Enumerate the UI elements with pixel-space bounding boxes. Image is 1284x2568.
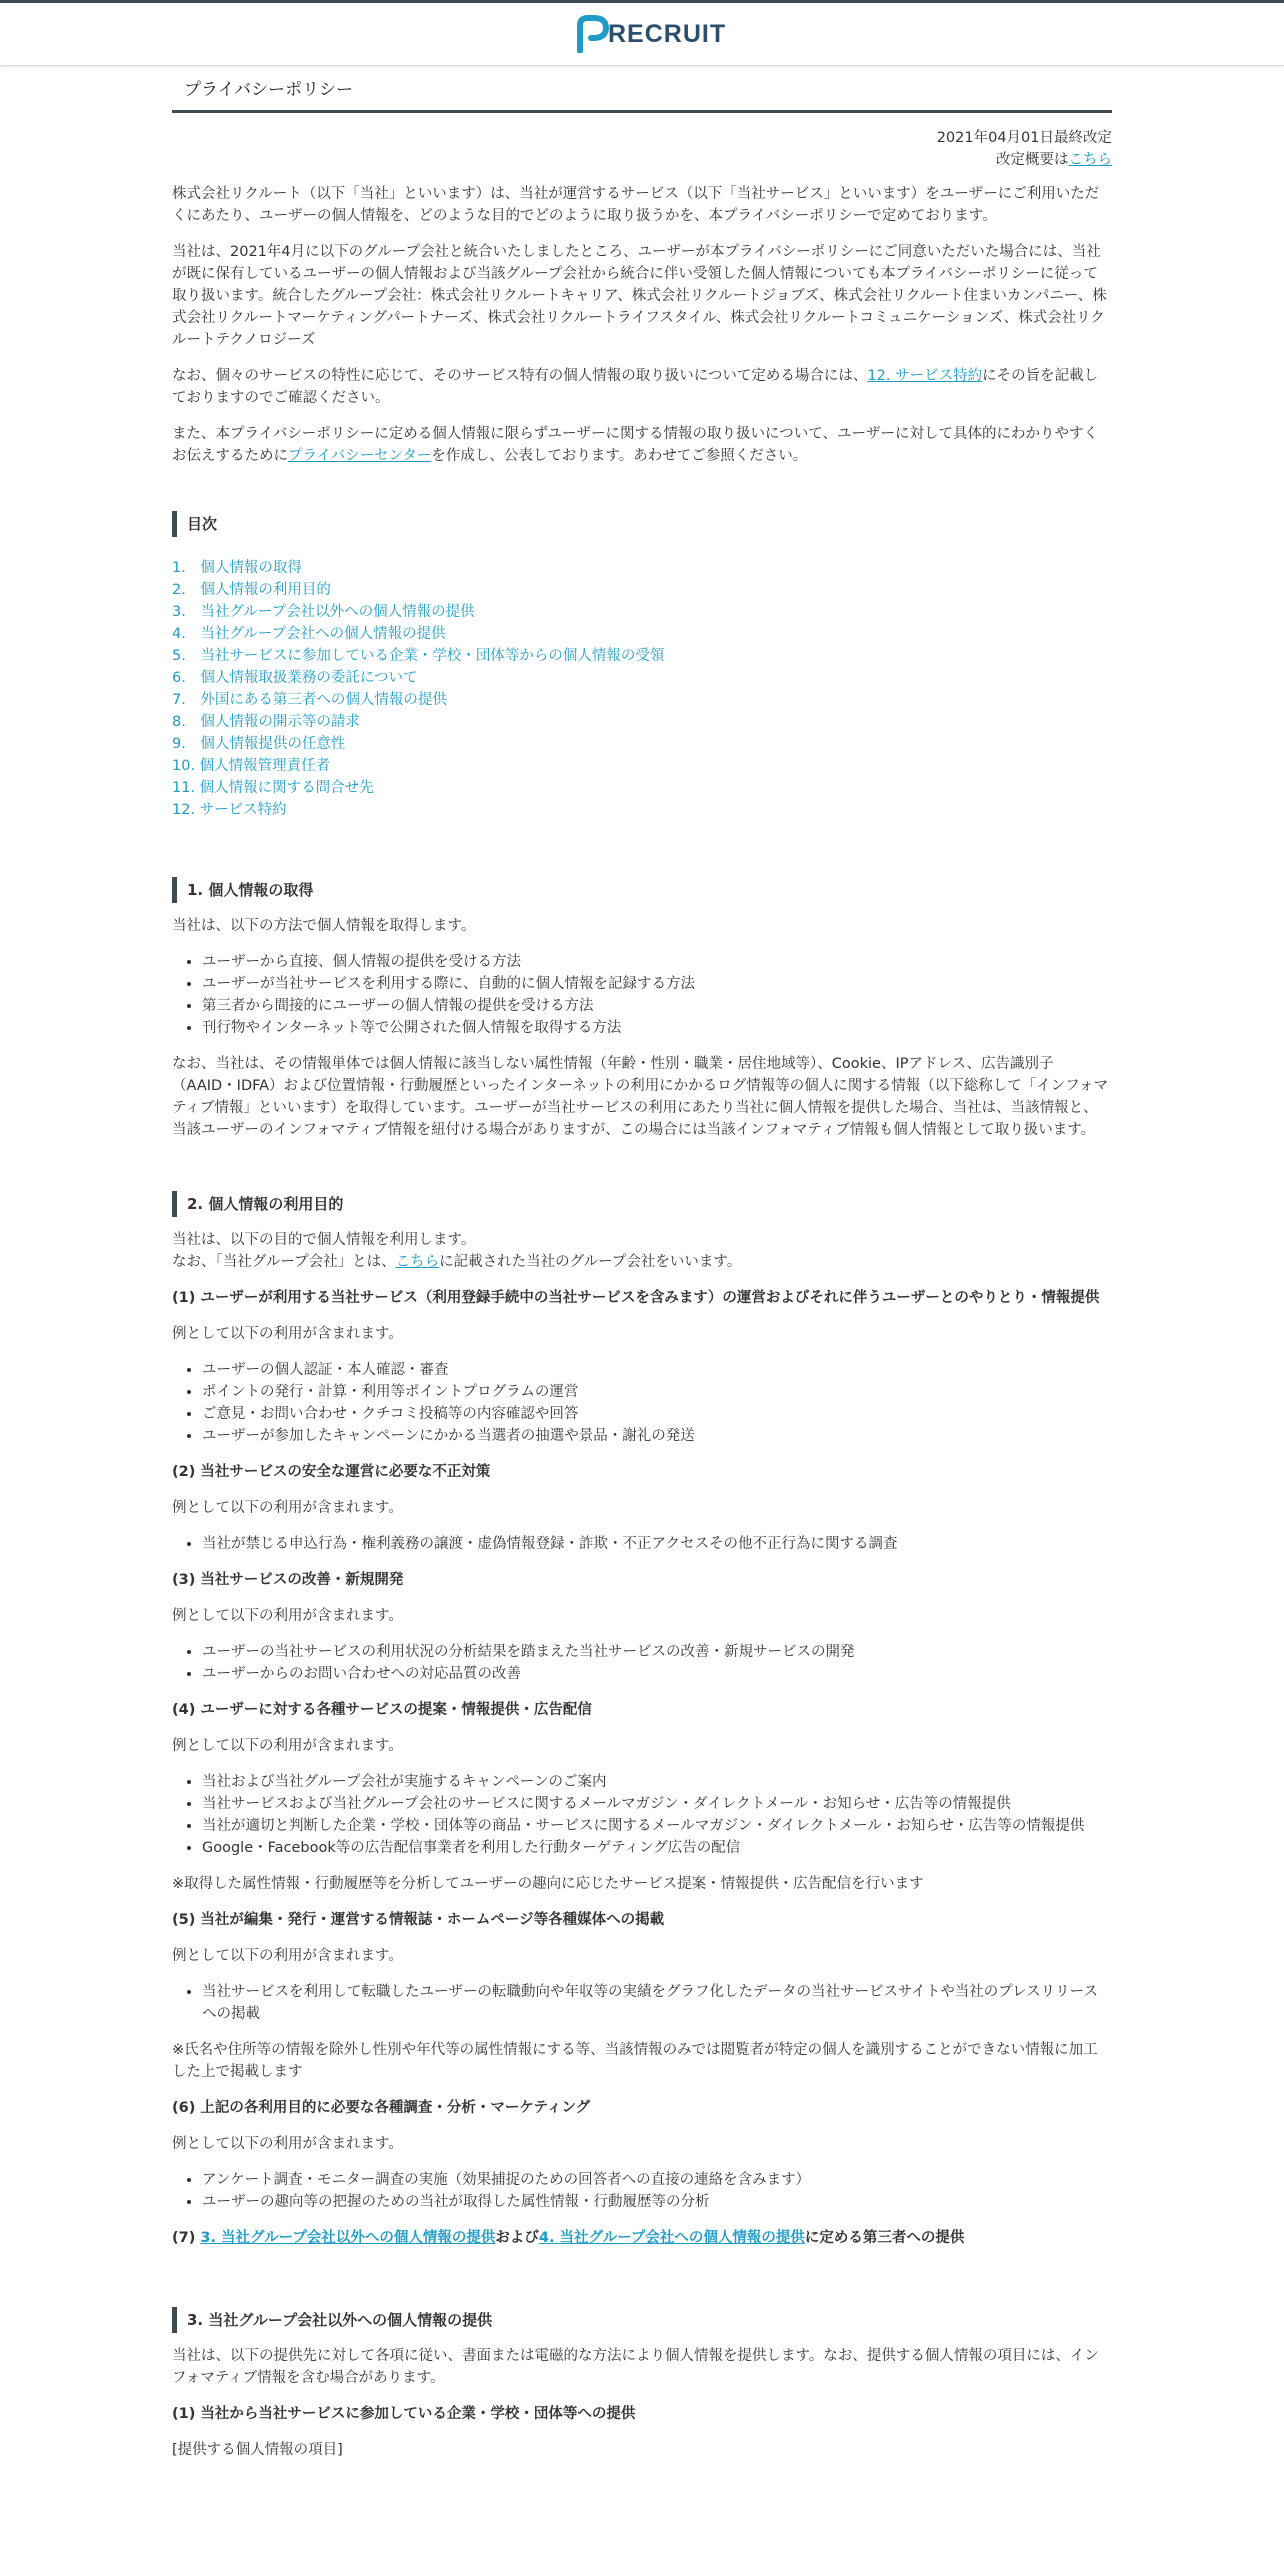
example-text: 例として以下の利用が含まれます。 bbox=[172, 1948, 403, 1964]
purpose-6-title: (6) 上記の各利用目的に必要な各種調査・分析・マーケティング bbox=[172, 2100, 591, 2116]
toc-heading: 目次 bbox=[172, 511, 1112, 537]
recruit-logo[interactable] bbox=[572, 15, 726, 53]
section-2-lead-text: なお、「当社グループ会社」とは、 bbox=[172, 1254, 396, 1270]
section-1-lead: 当社は、以下の方法で個人情報を取得します。 bbox=[172, 918, 476, 934]
list-item: • ポイントの発行・計算・利用等ポイントプログラムの運営 bbox=[202, 1381, 1112, 1403]
section-3-lead: 当社は、以下の提供先に対して各項に従い、書面または電磁的な方法により個人情報を提供します。なお、提供する個人情報の項目には、インフォマティブ情報を含む場合があります。 bbox=[172, 2348, 1099, 2386]
purpose-5-list bbox=[172, 1981, 1112, 2025]
update-info bbox=[172, 127, 1112, 171]
toc-link[interactable]: 3. 当社グループ会社以外への個人情報の提供 bbox=[172, 604, 475, 620]
purpose-2-title: (2) 当社サービスの安全な運営に必要な不正対策 bbox=[172, 1464, 491, 1480]
list-item: • 当社および当社グループ会社が実施するキャンペーンのご案内 bbox=[202, 1771, 1112, 1793]
toc-link[interactable]: 12. サービス特約 bbox=[172, 802, 287, 818]
section-2-lead-line: 当社は、以下の目的で個人情報を利用します。 bbox=[172, 1232, 476, 1248]
purpose-3-title: (3) 当社サービスの改善・新規開発 bbox=[172, 1572, 404, 1588]
section-3-link[interactable]: 3. 当社グループ会社以外への個人情報の提供 bbox=[200, 2230, 496, 2246]
purpose-7-prefix: (7) bbox=[172, 2230, 201, 2246]
intro-paragraph-2: 当社は、2021年4月に以下のグループ会社と統合いたしましたところ、ユーザーが本プライバシーポリシーにご同意いただいた場合には、当社が既に保有しているユーザーの個人情報および当該グループ会社から統合に伴い受領した個人情報についても本プライバシーポリシーに従って取り扱います。統合したグループ会社：株式会社リクルートキャリア、株式会社リクルートジョブズ、株式会社リクルート住まいカンパニー、株式会社リクルートマーケティングパートナーズ、株式会社リクルートライフスタイル、株式会社リクルートコミュニケーションズ、株式会社リクルートテクノロジーズ bbox=[172, 244, 1107, 348]
section-4-link[interactable]: 4. 当社グループ会社への個人情報の提供 bbox=[538, 2230, 805, 2246]
section-1-list bbox=[172, 951, 1112, 1039]
toc-item bbox=[172, 755, 1112, 777]
toc-link[interactable]: 5. 当社サービスに参加している企業・学校・団体等からの個人情報の受領 bbox=[172, 648, 665, 664]
list-item: • 刊行物やインターネット等で公開された個人情報を取得する方法 bbox=[202, 1017, 1112, 1039]
page-title: プライバシーポリシー bbox=[172, 66, 1112, 113]
list-item: • Google・Facebook等の広告配信事業者を利用した行動ターゲティング広告の配信 bbox=[202, 1837, 1112, 1859]
toc-link[interactable]: 10. 個人情報管理責任者 bbox=[172, 758, 331, 774]
toc-link[interactable]: 7. 外国にある第三者への個人情報の提供 bbox=[172, 692, 447, 708]
toc-link[interactable]: 6. 個人情報取扱業務の委託について bbox=[172, 670, 418, 686]
list-item: • 第三者から間接的にユーザーの個人情報の提供を受ける方法 bbox=[202, 995, 1112, 1017]
intro-paragraph-1: 株式会社リクルート（以下「当社」といいます）は、当社が運営するサービス（以下「当社サービス」といいます）をユーザーにご利用いただくにあたり、ユーザーの個人情報を、どのような目的でどのように取り扱うかを、本プライバシーポリシーで定めております。 bbox=[172, 186, 1100, 224]
purpose-4-note: ※取得した属性情報・行動履歴等を分析してユーザーの趣向に応じたサービス提案・情報提供・広告配信を行います bbox=[172, 1876, 924, 1892]
section-2-heading: 2. 個人情報の利用目的 bbox=[172, 1191, 1112, 1217]
last-updated-date: 2021年04月01日最終改定 bbox=[936, 130, 1112, 146]
group-companies-link[interactable]: こちら bbox=[395, 1254, 440, 1270]
toc-item bbox=[172, 689, 1112, 711]
intro-p4-text: また、本プライバシーポリシーに定める個人情報に限らずユーザーに関する情報の取り扱いについて、ユーザーに対して具体的にわかりやすくお伝えするために bbox=[172, 426, 1098, 464]
toc-item bbox=[172, 645, 1112, 667]
example-text: 例として以下の利用が含まれます。 bbox=[172, 2136, 403, 2152]
list-item: • ユーザーの個人認証・本人確認・審査 bbox=[202, 1359, 1112, 1381]
example-text: 例として以下の利用が含まれます。 bbox=[172, 1738, 403, 1754]
section-1-heading: 1. 個人情報の取得 bbox=[172, 877, 1112, 903]
toc-item bbox=[172, 733, 1112, 755]
toc-link[interactable]: 2. 個人情報の利用目的 bbox=[172, 582, 331, 598]
purpose-5-title: (5) 当社が編集・発行・運営する情報誌・ホームページ等各種媒体への掲載 bbox=[172, 1912, 665, 1928]
example-text: 例として以下の利用が含まれます。 bbox=[172, 1326, 403, 1342]
section-1-note: なお、当社は、その情報単体では個人情報に該当しない属性情報（年齢・性別・職業・居住地域等）、Cookie、IPアドレス、広告識別子（AAID・IDFA）および位置情報・行動履歴といったインターネットの利用にかかるログ情報等の個人に関する情報（以下総称して「インフォマティブ情報」といいます）を取得しています。ユーザーが当社サービスの利用にあたり当社に個人情報を提供した場合、当社は、当該情報と、当該ユーザーのインフォマティブ情報を紐付ける場合がありますが、この場合には当該インフォマティブ情報も個人情報として取り扱います。 bbox=[172, 1056, 1109, 1138]
purpose-1-title: (1) ユーザーが利用する当社サービス（利用登録手続中の当社サービスを含みます）の運営およびそれに伴うユーザーとのやりとり・情報提供 bbox=[172, 1290, 1100, 1306]
privacy-center-link[interactable]: プライバシーセンター bbox=[288, 448, 432, 464]
list-item: • ユーザーが参加したキャンペーンにかかる当選者の抽選や景品・謝礼の発送 bbox=[202, 1425, 1112, 1447]
purpose-3-list bbox=[172, 1641, 1112, 1685]
section-3-heading: 3. 当社グループ会社以外への個人情報の提供 bbox=[172, 2307, 1112, 2333]
section-2-lead bbox=[172, 1229, 1112, 1273]
intro-paragraph-4 bbox=[172, 423, 1112, 467]
toc-item bbox=[172, 799, 1112, 821]
list-item: • ユーザーが当社サービスを利用する際に、自動的に個人情報を記録する方法 bbox=[202, 973, 1112, 995]
list-item: • ユーザーから直接、個人情報の提供を受ける方法 bbox=[202, 951, 1112, 973]
revision-summary bbox=[172, 149, 1112, 171]
toc-item bbox=[172, 623, 1112, 645]
toc-item bbox=[172, 579, 1112, 601]
section-3-sub-1-label: [提供する個人情報の項目] bbox=[172, 2442, 343, 2458]
purpose-7-suffix: に定める第三者への提供 bbox=[804, 2230, 965, 2246]
purpose-4-title: (4) ユーザーに対する各種サービスの提案・情報提供・広告配信 bbox=[172, 1702, 592, 1718]
logo-mark-icon bbox=[572, 15, 612, 53]
list-item: • アンケート調査・モニター調査の実施（効果捕捉のための回答者への直接の連絡を含みます） bbox=[202, 2169, 1112, 2191]
section-3-sub-1-title: (1) 当社から当社サービスに参加している企業・学校・団体等への提供 bbox=[172, 2406, 636, 2422]
purpose-1-list bbox=[172, 1359, 1112, 1447]
example-text: 例として以下の利用が含まれます。 bbox=[172, 1500, 403, 1516]
toc-item bbox=[172, 557, 1112, 579]
toc-link[interactable]: 8. 個人情報の開示等の請求 bbox=[172, 714, 360, 730]
list-item: • 当社サービスおよび当社グループ会社のサービスに関するメールマガジン・ダイレクトメール・お知らせ・広告等の情報提供 bbox=[202, 1793, 1112, 1815]
purpose-7-mid: および bbox=[495, 2230, 539, 2246]
toc-item bbox=[172, 777, 1112, 799]
list-item: • 当社サービスを利用して転職したユーザーの転職動向や年収等の実績をグラフ化したデータの当社サービスサイトや当社のプレスリリースへの掲載 bbox=[202, 1981, 1112, 2025]
list-item: • 当社が禁じる申込行為・権利義務の譲渡・虚偽情報登録・詐欺・不正アクセスその他不正行為に関する調査 bbox=[202, 1533, 1112, 1555]
purpose-5-note: ※氏名や住所等の情報を除外し性別や年代等の属性情報にする等、当該情報のみでは閲覧者が特定の個人を識別することができない情報に加工した上で掲載します bbox=[172, 2042, 1098, 2080]
toc-link[interactable]: 4. 当社グループ会社への個人情報の提供 bbox=[172, 626, 446, 642]
table-of-contents bbox=[172, 557, 1112, 821]
list-item: • ご意見・お問い合わせ・クチコミ投稿等の内容確認や回答 bbox=[202, 1403, 1112, 1425]
intro bbox=[172, 183, 1112, 467]
toc-link[interactable]: 1. 個人情報の取得 bbox=[172, 560, 302, 576]
list-item: • 当社が適切と判断した企業・学校・団体等の商品・サービスに関するメールマガジン・ダイレクトメール・お知らせ・広告等の情報提供 bbox=[202, 1815, 1112, 1837]
toc-link[interactable]: 11. 個人情報に関する問合せ先 bbox=[172, 780, 374, 796]
toc-item bbox=[172, 601, 1112, 623]
toc-link[interactable]: 9. 個人情報提供の任意性 bbox=[172, 736, 346, 752]
purpose-2-list bbox=[172, 1533, 1112, 1555]
logo-text: RECRUIT bbox=[608, 20, 727, 48]
revision-link[interactable]: こちら bbox=[1068, 152, 1112, 168]
intro-p4-text-end: を作成し、公表しております。あわせてご参照ください。 bbox=[431, 448, 808, 464]
purpose-4-list bbox=[172, 1771, 1112, 1859]
revision-prefix: 改定概要は bbox=[996, 152, 1069, 168]
list-item: • ユーザーの趣向等の把握のための当社が取得した属性情報・行動履歴等の分析 bbox=[202, 2191, 1112, 2213]
example-text: 例として以下の利用が含まれます。 bbox=[172, 1608, 403, 1624]
intro-p3-text: なお、個々のサービスの特性に応じて、そのサービス特有の個人情報の取り扱いについて定める場合には、 bbox=[172, 368, 868, 384]
toc-item bbox=[172, 711, 1112, 733]
service-terms-link[interactable]: 12. サービス特約 bbox=[867, 368, 983, 384]
section-2-lead-text-end: に記載された当社のグループ会社をいいます。 bbox=[439, 1254, 742, 1270]
main-content bbox=[172, 66, 1112, 2475]
purpose-6-list bbox=[172, 2169, 1112, 2213]
intro-paragraph-3 bbox=[172, 365, 1112, 409]
purpose-7-title bbox=[172, 2227, 1112, 2249]
site-header bbox=[0, 3, 1284, 66]
list-item: • ユーザーの当社サービスの利用状況の分析結果を踏まえた当社サービスの改善・新規サービスの開発 bbox=[202, 1641, 1112, 1663]
toc-item bbox=[172, 667, 1112, 689]
list-item: • ユーザーからのお問い合わせへの対応品質の改善 bbox=[202, 1663, 1112, 1685]
intro-p3-text-end: にその旨を記載しておりますのでご確認ください。 bbox=[172, 368, 1099, 406]
